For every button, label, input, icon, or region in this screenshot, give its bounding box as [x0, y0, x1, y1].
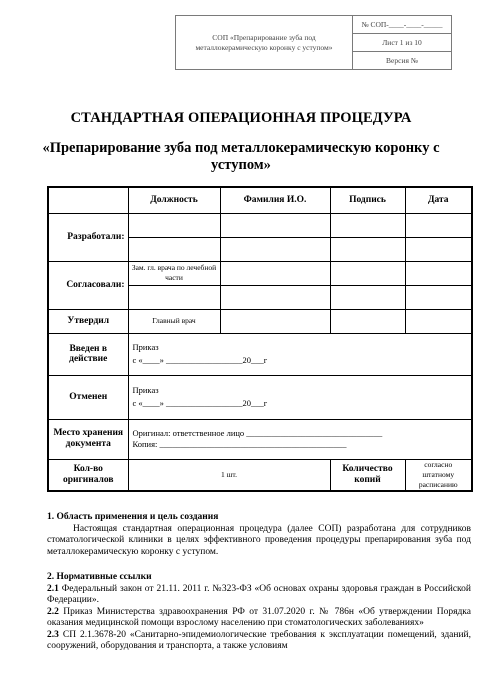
section-2-title: 2. Нормативные ссылки	[47, 572, 152, 582]
agreed-name-2	[220, 285, 330, 309]
agreed-label: Согласовали:	[48, 261, 128, 309]
approved-signature	[330, 309, 405, 333]
enacted-order: Приказ	[132, 342, 159, 352]
developed-name-1	[220, 213, 330, 237]
cancelled-label: Отменен	[48, 375, 128, 419]
approved-position: Главный врач	[128, 309, 220, 333]
section-2-3	[47, 630, 471, 653]
section-1	[47, 512, 471, 558]
enacted-label: Введен в действие	[48, 333, 128, 375]
cancelled-details	[128, 375, 472, 419]
developed-position-2	[128, 237, 220, 261]
developed-signature-1	[330, 213, 405, 237]
copy-holder: Копия: ____________________________________________	[132, 439, 347, 449]
section-2-3-number: 2.3	[47, 629, 59, 640]
section-2-2	[47, 607, 471, 630]
storage-label: Место хранения документа	[48, 419, 128, 459]
enacted-date: с «____» __________________20___г	[132, 355, 268, 365]
agreed-signature-1	[330, 261, 405, 285]
agreed-position-2	[128, 285, 220, 309]
developed-date-2	[405, 237, 472, 261]
sop-name: СОП «Препарирование зуба под металлокерамическую коронку с уступом»	[176, 16, 353, 70]
storage-details	[128, 419, 472, 459]
section-2-2-text: Приказ Министерства здравоохранения РФ от 31.07.2020 г. № 786н «Об утверждении Порядка оказания медицинской помощи взрослому населению при стоматологических заболеваниях»	[47, 606, 471, 628]
document-header	[175, 15, 452, 70]
section-1-title: 1. Область применения и цель создания	[47, 512, 219, 522]
header-date: Дата	[405, 187, 472, 213]
approved-name	[220, 309, 330, 333]
header-name: Фамилия И.О.	[220, 187, 330, 213]
document-subtitle: «Препарирование зуба под металлокерамическую коронку с уступом»	[42, 140, 440, 173]
approved-label: Утвердил	[48, 309, 128, 333]
originals-count-value: 1 шт.	[128, 459, 330, 491]
original-holder: Оригинал: ответственное лицо ________________________________	[132, 428, 383, 438]
document-title: СТАНДАРТНАЯ ОПЕРАЦИОННАЯ ПРОЦЕДУРА	[70, 110, 412, 126]
agreed-date-2	[405, 285, 472, 309]
developed-date-1	[405, 213, 472, 237]
copies-label: Количество копий	[330, 459, 405, 491]
copies-value: согласно штатному расписанию	[405, 459, 472, 491]
section-2-3-text: СП 2.1.3678-20 «Санитарно-эпидемиологические требования к эксплуатации помещений, зданий, сооружений, оборудования и транспорта, а также условиям	[47, 629, 472, 651]
header-signature: Подпись	[330, 187, 405, 213]
version-number: Версия №	[353, 52, 452, 70]
agreed-name-1	[220, 261, 330, 285]
developed-name-2	[220, 237, 330, 261]
section-2-1-number: 2.1	[47, 583, 59, 594]
cancelled-date: с «____» __________________20___г	[132, 398, 268, 408]
section-2-1-text: Федеральный закон от 21.11. 2011 г. №323-ФЗ «Об основах охраны здоровья граждан в Российской Федерации».	[47, 583, 471, 605]
cancelled-order: Приказ	[132, 385, 159, 395]
approved-date	[405, 309, 472, 333]
section-1-text: Настоящая стандартная операционная процедура (далее СОП) разработана для сотрудников стоматологической клиники в целях эффективного проведения процедуры препарирования зуба под металлокерамическую коронку с уступом.	[47, 523, 471, 557]
agreed-position: Зам. гл. врача по лечебной части	[128, 261, 220, 285]
header-position: Должность	[128, 187, 220, 213]
sop-number: № СОП-____-____-_____	[353, 16, 452, 34]
developed-label: Разработали:	[48, 213, 128, 261]
enacted-details	[128, 333, 472, 375]
header-empty-cell	[48, 187, 128, 213]
agreed-signature-2	[330, 285, 405, 309]
sheet-number: Лист 1 из 10	[353, 34, 452, 52]
originals-count-label: Кол-во оригиналов	[48, 459, 128, 491]
developed-position-1	[128, 213, 220, 237]
approval-table	[47, 186, 473, 492]
section-2-1	[47, 584, 471, 607]
section-2-2-number: 2.2	[47, 606, 59, 617]
developed-signature-2	[330, 237, 405, 261]
agreed-date-1	[405, 261, 472, 285]
section-2	[47, 572, 471, 653]
